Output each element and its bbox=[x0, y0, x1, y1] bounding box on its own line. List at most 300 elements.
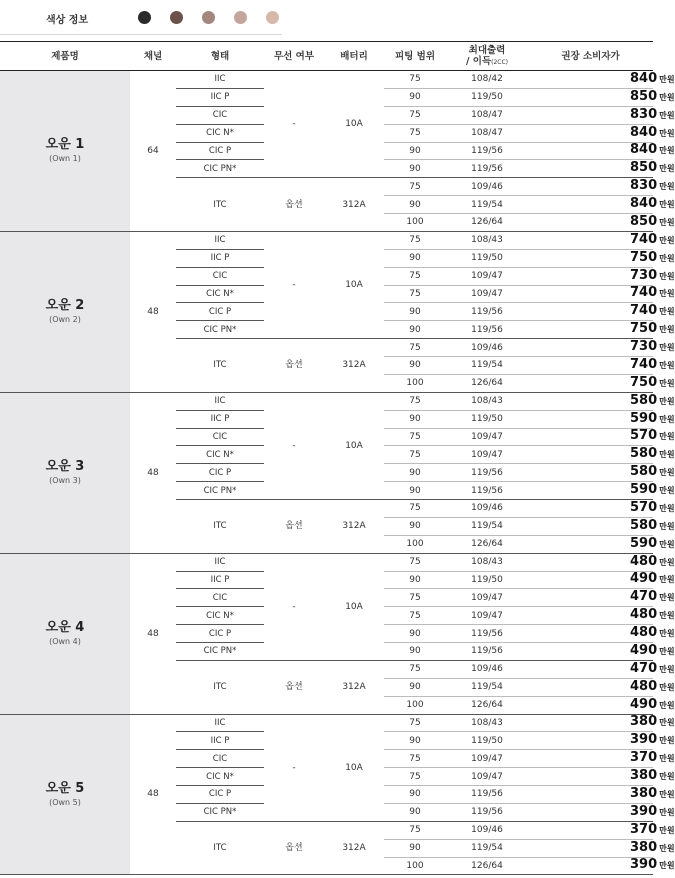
output-cell: 109/47 bbox=[446, 428, 528, 446]
price-cell bbox=[528, 642, 675, 661]
output-cell: 119/50 bbox=[446, 571, 528, 589]
output-cell: 126/64 bbox=[446, 374, 528, 392]
header-wireless: 무선 여부 bbox=[264, 42, 324, 71]
output-cell: 108/43 bbox=[446, 553, 528, 571]
price-value: 470 bbox=[630, 660, 658, 676]
fitting-cell: 75 bbox=[384, 71, 446, 89]
output-cell: 119/56 bbox=[446, 464, 528, 482]
price-value: 370 bbox=[630, 750, 658, 766]
price-cell bbox=[528, 464, 675, 482]
price-value: 740 bbox=[630, 285, 658, 301]
price-unit: 만원 bbox=[659, 146, 675, 156]
wireless-cell: - bbox=[264, 71, 324, 178]
price-value: 850 bbox=[630, 160, 658, 176]
header-product: 제품명 bbox=[0, 42, 130, 71]
price-unit: 만원 bbox=[659, 486, 675, 496]
price-cell bbox=[528, 696, 675, 714]
battery-cell: 312A bbox=[324, 178, 384, 232]
price-value: 840 bbox=[630, 196, 658, 212]
output-cell: 119/54 bbox=[446, 839, 528, 857]
price-value: 580 bbox=[630, 446, 658, 462]
wireless-cell: - bbox=[264, 714, 324, 821]
table-header-row bbox=[0, 42, 653, 71]
output-cell: 126/64 bbox=[446, 857, 528, 875]
price-value: 830 bbox=[630, 178, 658, 194]
price-unit: 만원 bbox=[659, 664, 675, 674]
price-unit: 만원 bbox=[659, 307, 675, 317]
output-cell: 119/54 bbox=[446, 678, 528, 696]
color-swatch[interactable] bbox=[266, 11, 279, 24]
product-name: 오운 4 bbox=[45, 620, 85, 636]
price-unit: 만원 bbox=[659, 432, 675, 442]
price-value: 380 bbox=[630, 714, 658, 730]
shape-cell: ITC bbox=[176, 178, 264, 232]
price-cell bbox=[528, 106, 675, 124]
shape-cell: IIC bbox=[176, 231, 264, 249]
output-cell: 109/47 bbox=[446, 589, 528, 607]
fitting-cell: 75 bbox=[384, 285, 446, 303]
fitting-cell: 90 bbox=[384, 357, 446, 375]
product-subname: (Own 3) bbox=[49, 476, 81, 486]
shape-cell: CIC P bbox=[176, 786, 264, 804]
product-name-cell bbox=[0, 71, 130, 232]
color-swatch[interactable] bbox=[234, 11, 247, 24]
header-fitting: 피팅 범위 bbox=[384, 42, 446, 71]
product-name-cell bbox=[0, 231, 130, 392]
price-cell bbox=[528, 821, 675, 839]
wireless-cell: - bbox=[264, 392, 324, 499]
price-value: 590 bbox=[630, 535, 658, 551]
price-unit: 만원 bbox=[659, 360, 675, 370]
shape-cell: ITC bbox=[176, 500, 264, 554]
battery-cell: 312A bbox=[324, 339, 384, 393]
price-cell bbox=[528, 374, 675, 392]
price-value: 730 bbox=[630, 267, 658, 283]
output-cell: 119/50 bbox=[446, 732, 528, 750]
price-cell bbox=[528, 70, 675, 89]
price-value: 380 bbox=[630, 839, 658, 855]
fitting-cell: 90 bbox=[384, 625, 446, 643]
price-unit: 만원 bbox=[659, 629, 675, 639]
fitting-cell: 75 bbox=[384, 714, 446, 732]
price-unit: 만원 bbox=[659, 825, 675, 835]
wireless-cell: - bbox=[264, 231, 324, 338]
color-swatch[interactable] bbox=[138, 11, 151, 24]
fitting-cell: 75 bbox=[384, 607, 446, 625]
price-cell bbox=[528, 428, 675, 446]
price-unit: 만원 bbox=[659, 235, 675, 245]
price-cell bbox=[528, 142, 675, 160]
shape-cell: CIC P bbox=[176, 303, 264, 321]
shape-cell: CIC PN* bbox=[176, 321, 264, 339]
price-cell bbox=[528, 660, 675, 678]
price-value: 570 bbox=[630, 428, 658, 444]
table-row bbox=[0, 71, 653, 89]
price-cell bbox=[528, 231, 675, 249]
price-cell bbox=[528, 839, 675, 857]
price-unit: 만원 bbox=[659, 611, 675, 621]
output-cell: 108/43 bbox=[446, 231, 528, 249]
product-name: 오운 3 bbox=[45, 459, 85, 475]
price-unit: 만원 bbox=[659, 164, 675, 174]
channel-count: 48 bbox=[130, 714, 176, 875]
product-name: 오운 1 bbox=[45, 137, 85, 153]
price-value: 840 bbox=[630, 142, 658, 158]
output-cell: 126/64 bbox=[446, 214, 528, 232]
fitting-cell: 75 bbox=[384, 821, 446, 839]
output-cell: 109/47 bbox=[446, 768, 528, 786]
output-cell: 109/47 bbox=[446, 607, 528, 625]
price-value: 390 bbox=[630, 857, 658, 873]
product-name-cell bbox=[0, 553, 130, 714]
product-name: 오운 5 bbox=[45, 780, 85, 796]
price-value: 490 bbox=[630, 696, 658, 712]
price-cell bbox=[528, 446, 675, 464]
color-swatch[interactable] bbox=[170, 11, 183, 24]
output-cell: 109/46 bbox=[446, 178, 528, 196]
shape-cell: CIC PN* bbox=[176, 643, 264, 661]
price-value: 750 bbox=[630, 321, 658, 337]
output-cell: 119/54 bbox=[446, 357, 528, 375]
shape-cell: ITC bbox=[176, 660, 264, 714]
price-value: 580 bbox=[630, 517, 658, 533]
price-unit: 만원 bbox=[659, 736, 675, 746]
price-value: 570 bbox=[630, 499, 658, 515]
price-cell bbox=[528, 88, 675, 106]
price-unit: 만원 bbox=[659, 700, 675, 710]
price-unit: 만원 bbox=[659, 468, 675, 478]
fitting-cell: 100 bbox=[384, 374, 446, 392]
shape-cell: CIC PN* bbox=[176, 482, 264, 500]
price-cell bbox=[528, 607, 675, 625]
shape-cell: CIC PN* bbox=[176, 160, 264, 178]
price-cell bbox=[528, 160, 675, 178]
price-cell bbox=[528, 356, 675, 375]
output-cell: 108/47 bbox=[446, 106, 528, 124]
fitting-cell: 90 bbox=[384, 196, 446, 214]
fitting-cell: 90 bbox=[384, 321, 446, 339]
fitting-cell: 75 bbox=[384, 339, 446, 357]
output-cell: 109/47 bbox=[446, 267, 528, 285]
output-cell: 126/64 bbox=[446, 535, 528, 553]
fitting-cell: 75 bbox=[384, 267, 446, 285]
output-cell: 109/47 bbox=[446, 750, 528, 768]
price-cell bbox=[528, 213, 675, 232]
price-value: 490 bbox=[630, 642, 658, 658]
price-cell bbox=[528, 553, 675, 571]
fitting-cell: 100 bbox=[384, 214, 446, 232]
header-price: 권장 소비자가 bbox=[528, 42, 653, 71]
output-cell: 119/56 bbox=[446, 321, 528, 339]
fitting-cell: 75 bbox=[384, 500, 446, 518]
output-cell: 109/46 bbox=[446, 339, 528, 357]
fitting-cell: 75 bbox=[384, 660, 446, 678]
product-subname: (Own 1) bbox=[49, 154, 81, 164]
fitting-cell: 75 bbox=[384, 750, 446, 768]
price-cell bbox=[528, 410, 675, 428]
price-cell bbox=[528, 124, 675, 142]
output-cell: 108/43 bbox=[446, 392, 528, 410]
price-cell bbox=[528, 678, 675, 696]
price-cell bbox=[528, 339, 675, 357]
price-unit: 만원 bbox=[659, 253, 675, 263]
output-cell: 119/56 bbox=[446, 643, 528, 661]
fitting-cell: 90 bbox=[384, 410, 446, 428]
price-unit: 만원 bbox=[659, 646, 675, 656]
header-battery: 배터리 bbox=[324, 42, 384, 71]
price-value: 580 bbox=[630, 464, 658, 480]
shape-cell: CIC bbox=[176, 267, 264, 285]
fitting-cell: 90 bbox=[384, 249, 446, 267]
output-cell: 119/56 bbox=[446, 625, 528, 643]
price-value: 370 bbox=[630, 821, 658, 837]
header-output-note: (2CC) bbox=[491, 58, 509, 66]
price-value: 480 bbox=[630, 678, 658, 694]
battery-cell: 10A bbox=[324, 71, 384, 178]
fitting-cell: 90 bbox=[384, 803, 446, 821]
channel-count: 48 bbox=[130, 231, 176, 392]
price-value: 750 bbox=[630, 249, 658, 265]
fitting-cell: 100 bbox=[384, 857, 446, 875]
fitting-cell: 90 bbox=[384, 482, 446, 500]
battery-cell: 312A bbox=[324, 660, 384, 714]
price-value: 390 bbox=[630, 732, 658, 748]
fitting-cell: 90 bbox=[384, 643, 446, 661]
output-cell: 108/43 bbox=[446, 714, 528, 732]
price-unit: 만원 bbox=[659, 521, 675, 531]
price-unit: 만원 bbox=[659, 289, 675, 299]
table-row bbox=[0, 714, 653, 732]
shape-cell: IIC P bbox=[176, 249, 264, 267]
price-value: 590 bbox=[630, 410, 658, 426]
output-cell: 119/56 bbox=[446, 803, 528, 821]
price-cell bbox=[528, 482, 675, 500]
shape-cell: IIC P bbox=[176, 571, 264, 589]
battery-cell: 10A bbox=[324, 392, 384, 499]
output-cell: 109/46 bbox=[446, 660, 528, 678]
fitting-cell: 100 bbox=[384, 535, 446, 553]
price-unit: 만원 bbox=[659, 378, 675, 388]
table-body bbox=[0, 70, 675, 875]
output-cell: 119/56 bbox=[446, 142, 528, 160]
price-unit: 만원 bbox=[659, 343, 675, 353]
output-cell: 119/50 bbox=[446, 410, 528, 428]
price-value: 830 bbox=[630, 106, 658, 122]
fitting-cell: 75 bbox=[384, 589, 446, 607]
wireless-cell: 옵션 bbox=[264, 821, 324, 875]
price-unit: 만원 bbox=[659, 682, 675, 692]
product-name: 오운 2 bbox=[45, 298, 85, 314]
product-subname: (Own 2) bbox=[49, 315, 81, 325]
wireless-cell: 옵션 bbox=[264, 178, 324, 232]
fitting-cell: 90 bbox=[384, 839, 446, 857]
fitting-cell: 90 bbox=[384, 142, 446, 160]
price-unit: 만원 bbox=[659, 807, 675, 817]
price-cell bbox=[528, 571, 675, 589]
fitting-cell: 75 bbox=[384, 178, 446, 196]
price-value: 740 bbox=[630, 231, 658, 247]
table-row bbox=[0, 553, 653, 571]
price-value: 750 bbox=[630, 374, 658, 390]
price-table bbox=[0, 41, 675, 875]
price-unit: 만원 bbox=[659, 128, 675, 138]
wireless-cell: - bbox=[264, 553, 324, 660]
shape-cell: IIC bbox=[176, 553, 264, 571]
output-cell: 108/47 bbox=[446, 124, 528, 142]
wireless-cell: 옵션 bbox=[264, 500, 324, 554]
price-unit: 만원 bbox=[659, 396, 675, 406]
price-unit: 만원 bbox=[659, 789, 675, 799]
price-value: 850 bbox=[630, 88, 658, 104]
table-row bbox=[0, 392, 653, 410]
price-value: 480 bbox=[630, 625, 658, 641]
shape-cell: IIC bbox=[176, 714, 264, 732]
fitting-cell: 90 bbox=[384, 160, 446, 178]
output-cell: 119/50 bbox=[446, 88, 528, 106]
price-cell bbox=[528, 249, 675, 267]
fitting-cell: 90 bbox=[384, 786, 446, 804]
channel-count: 48 bbox=[130, 553, 176, 714]
price-value: 840 bbox=[630, 124, 658, 140]
price-unit: 만원 bbox=[659, 593, 675, 603]
header-output bbox=[446, 42, 528, 71]
fitting-cell: 75 bbox=[384, 446, 446, 464]
price-unit: 만원 bbox=[659, 200, 675, 210]
shape-cell: ITC bbox=[176, 339, 264, 393]
output-cell: 119/56 bbox=[446, 786, 528, 804]
price-value: 470 bbox=[630, 589, 658, 605]
shape-cell: CIC bbox=[176, 106, 264, 124]
shape-cell: CIC bbox=[176, 428, 264, 446]
price-cell bbox=[528, 768, 675, 786]
channel-count: 48 bbox=[130, 392, 176, 553]
price-value: 840 bbox=[630, 70, 658, 86]
output-cell: 119/54 bbox=[446, 517, 528, 535]
product-subname: (Own 4) bbox=[49, 637, 81, 647]
price-unit: 만원 bbox=[659, 575, 675, 585]
price-cell bbox=[528, 285, 675, 303]
price-cell bbox=[528, 750, 675, 768]
color-info-bar bbox=[0, 0, 282, 35]
shape-cell: CIC bbox=[176, 589, 264, 607]
output-cell: 119/56 bbox=[446, 482, 528, 500]
output-cell: 109/47 bbox=[446, 446, 528, 464]
fitting-cell: 75 bbox=[384, 231, 446, 249]
price-cell bbox=[528, 803, 675, 821]
price-value: 740 bbox=[630, 356, 658, 372]
price-cell bbox=[528, 303, 675, 321]
shape-cell: CIC P bbox=[176, 464, 264, 482]
price-cell bbox=[528, 625, 675, 643]
header-channel: 채널 bbox=[130, 42, 176, 71]
fitting-cell: 75 bbox=[384, 428, 446, 446]
output-cell: 109/46 bbox=[446, 821, 528, 839]
price-unit: 만원 bbox=[659, 414, 675, 424]
shape-cell: CIC P bbox=[176, 625, 264, 643]
output-cell: 109/46 bbox=[446, 500, 528, 518]
shape-cell: CIC N* bbox=[176, 768, 264, 786]
battery-cell: 10A bbox=[324, 714, 384, 821]
shape-cell: CIC N* bbox=[176, 607, 264, 625]
battery-cell: 10A bbox=[324, 553, 384, 660]
fitting-cell: 75 bbox=[384, 124, 446, 142]
header-shape: 형태 bbox=[176, 42, 264, 71]
price-unit: 만원 bbox=[659, 92, 675, 102]
fitting-cell: 75 bbox=[384, 106, 446, 124]
fitting-cell: 75 bbox=[384, 768, 446, 786]
price-value: 480 bbox=[630, 553, 658, 569]
price-unit: 만원 bbox=[659, 325, 675, 335]
price-value: 390 bbox=[630, 803, 658, 819]
price-value: 730 bbox=[630, 339, 658, 355]
fitting-cell: 90 bbox=[384, 517, 446, 535]
price-unit: 만원 bbox=[659, 539, 675, 549]
color-info-label: 색상 정보 bbox=[46, 15, 89, 26]
price-unit: 만원 bbox=[659, 450, 675, 460]
price-value: 590 bbox=[630, 482, 658, 498]
shape-cell: IIC P bbox=[176, 732, 264, 750]
price-unit: 만원 bbox=[659, 754, 675, 764]
color-swatch[interactable] bbox=[202, 11, 215, 24]
price-unit: 만원 bbox=[659, 74, 675, 84]
price-unit: 만원 bbox=[659, 182, 675, 192]
battery-cell: 312A bbox=[324, 821, 384, 875]
price-cell bbox=[528, 714, 675, 732]
fitting-cell: 90 bbox=[384, 88, 446, 106]
shape-cell: IIC P bbox=[176, 88, 264, 106]
channel-count: 64 bbox=[130, 71, 176, 232]
shape-cell: CIC N* bbox=[176, 285, 264, 303]
price-unit: 만원 bbox=[659, 843, 675, 853]
shape-cell: CIC N* bbox=[176, 124, 264, 142]
price-unit: 만원 bbox=[659, 861, 675, 871]
output-cell: 119/54 bbox=[446, 196, 528, 214]
fitting-cell: 90 bbox=[384, 732, 446, 750]
wireless-cell: 옵션 bbox=[264, 660, 324, 714]
fitting-cell: 90 bbox=[384, 303, 446, 321]
shape-cell: ITC bbox=[176, 821, 264, 875]
price-cell bbox=[528, 589, 675, 607]
fitting-cell: 90 bbox=[384, 464, 446, 482]
product-subname: (Own 5) bbox=[49, 797, 81, 807]
shape-cell: CIC bbox=[176, 750, 264, 768]
price-cell bbox=[528, 499, 675, 518]
price-cell bbox=[528, 196, 675, 214]
product-name-cell bbox=[0, 392, 130, 553]
fitting-cell: 100 bbox=[384, 696, 446, 714]
header-output-line2: / 이득 bbox=[465, 55, 492, 67]
shape-cell: IIC P bbox=[176, 410, 264, 428]
fitting-cell: 75 bbox=[384, 553, 446, 571]
price-value: 580 bbox=[630, 392, 658, 408]
price-value: 380 bbox=[630, 768, 658, 784]
battery-cell: 10A bbox=[324, 231, 384, 338]
shape-cell: CIC P bbox=[176, 142, 264, 160]
output-cell: 126/64 bbox=[446, 696, 528, 714]
output-cell: 109/47 bbox=[446, 285, 528, 303]
price-value: 850 bbox=[630, 213, 658, 229]
price-value: 740 bbox=[630, 303, 658, 319]
battery-cell: 312A bbox=[324, 500, 384, 554]
price-cell bbox=[528, 321, 675, 339]
price-cell bbox=[528, 267, 675, 285]
price-unit: 만원 bbox=[659, 772, 675, 782]
wireless-cell: 옵션 bbox=[264, 339, 324, 393]
price-value: 490 bbox=[630, 571, 658, 587]
price-value: 480 bbox=[630, 607, 658, 623]
header-output-line1: 최대출력 bbox=[468, 44, 506, 56]
price-cell bbox=[528, 732, 675, 750]
